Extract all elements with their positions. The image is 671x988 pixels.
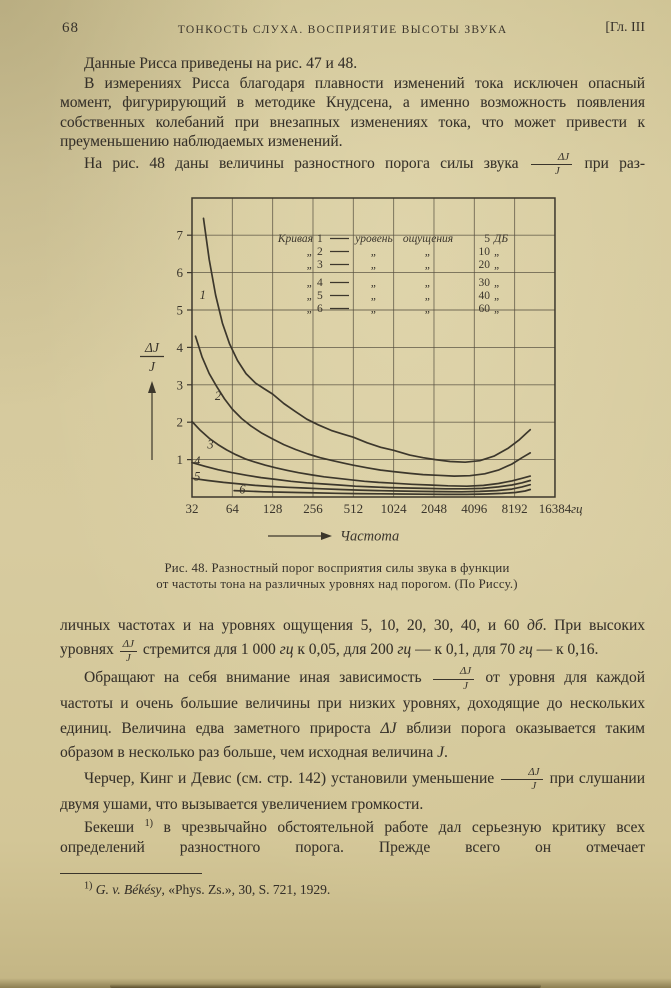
paragraphs-bottom [60, 614, 645, 858]
chapter-reference: [Гл. III [605, 20, 645, 35]
x-tick-label: 32 [185, 500, 199, 516]
figure-48 [60, 190, 645, 592]
figure-caption [97, 560, 577, 592]
y-label-denominator: J [149, 358, 155, 374]
legend-curve-number: 6 [317, 302, 323, 315]
legend-level-word2: „ [424, 258, 432, 271]
legend-level-word2: „ [424, 302, 432, 315]
y-tick-label: 6 [176, 264, 183, 280]
chart-legend [277, 233, 508, 315]
legend-curve-word: „ [306, 258, 313, 271]
legend-curve-word: Кривая [277, 232, 313, 245]
y-tick-label: 7 [176, 227, 183, 243]
inline-fraction: $\frac{\Delta J}{J}$ [120, 639, 137, 665]
footnote-text: $^{1)}$ G. v. Békésy, «Phys. Zs.», 30, S. 721, 1929. [84, 880, 331, 898]
legend-curve-number: 2 [317, 245, 323, 258]
curve-10db [196, 336, 531, 476]
legend-level-word2: ощущения [402, 232, 454, 245]
legend-curve-word: „ [306, 289, 313, 302]
legend-curve-word: „ [306, 245, 313, 258]
paragraph: Бекеши $^{1)}$ в чрезвычайно обстоятельной работе дал серьезную критику всех определений разностного порога. Прежде всего он отмечает [60, 818, 645, 856]
legend-level-word2: „ [424, 245, 432, 258]
curve-number-label: 6 [239, 482, 246, 497]
footnote-rule [60, 873, 202, 874]
x-tick-label: 128 [262, 500, 283, 516]
y-label-numerator: ΔJ [145, 339, 159, 355]
paragraph: Черчер, Кинг и Девис (см. стр. 142) установили уменьшение $\frac{\Delta J}{J}$ при слушании двумя ушами, что вызывается увеличением громкости. [60, 765, 645, 813]
legend-level-unit: „ [494, 258, 501, 271]
paragraph: личных частотах и на уровнях ощущения 5, 10, 20, 30, 40, и 60 дб. При высоких уровнях $\frac{\Delta J}{J}$ стремится для 1 000 гц к 0,05, для 200 гц — к 0,1, для 70 гц — к 0,16. [60, 616, 645, 665]
legend-level-word: „ [370, 258, 378, 271]
y-tick-label: 5 [176, 302, 183, 318]
running-title: ТОНКОСТЬ СЛУХА. ВОСПРИЯТИЕ ВЫСОТЫ ЗВУКА [177, 24, 508, 36]
x-axis-label [268, 528, 399, 544]
page-bottom-shadow [110, 984, 541, 988]
legend-curve-number: 3 [317, 258, 323, 271]
x-tick-label: 16384 [538, 500, 572, 516]
legend-level-value: 5 [484, 232, 490, 245]
x-tick-label: 256 [303, 500, 323, 516]
legend-level-unit: „ [494, 289, 501, 302]
legend-curve-number: 4 [317, 276, 323, 289]
legend-level-value: 40 [478, 289, 490, 302]
curve-number-label: 4 [194, 453, 201, 468]
y-tick-label: 1 [176, 451, 183, 467]
y-tick-label: 4 [176, 339, 183, 355]
legend-curve-word: „ [306, 276, 313, 289]
x-tick-label: 2048 [420, 500, 447, 516]
curve-number-label: 5 [194, 469, 201, 484]
legend-level-unit: „ [494, 302, 501, 315]
legend-level-value: 30 [478, 276, 490, 289]
paragraph: В измерениях Рисса благодаря плавности изменений тока исключен опасный момент, фигурирующий в методике Кнудсена, а именно возможность появления собственных колебаний при внезапных изменениях тока, что может привести к преуменьшению наблюдаемых изменений. [60, 74, 645, 150]
y-tick-label: 2 [176, 414, 183, 430]
paragraph: Данные Рисса приведены на рис. 47 и 48. [84, 55, 358, 72]
inline-fraction: $\frac{\Delta J}{J}$ [501, 767, 542, 793]
chart-axes [177, 228, 584, 516]
legend-curve-number: 5 [317, 289, 323, 302]
legend-level-word2: „ [424, 276, 432, 289]
paragraph: На рис. 48 даны величины разностного порога силы звука $\frac{\Delta J}{J}$ при раз- [84, 150, 645, 178]
legend-level-value: 20 [478, 258, 490, 271]
legend-curve-number: 1 [317, 232, 323, 245]
curve-number-label: 3 [207, 437, 214, 452]
inline-fraction: $\frac{\Delta J}{J}$ [531, 152, 572, 178]
paragraphs-top [60, 54, 645, 178]
riesz-chart [130, 190, 590, 550]
legend-level-word: „ [370, 289, 378, 302]
legend-level-word: „ [370, 302, 378, 315]
x-tick-label: 512 [343, 500, 364, 516]
x-tick-label: 8192 [501, 500, 528, 516]
paragraph: Обращают на себя внимание иная зависимость $\frac{\Delta J}{J}$ от уровня для каждой частоты и очень большие величины при низких уровнях, доходящие до нескольких единиц. Величина едва заметного прироста ΔJ вблизи порога оказывается таким образом в несколько раз больше, чем исходная величина J. [60, 664, 645, 762]
inline-fraction: $\frac{\Delta J}{J}$ [433, 666, 474, 692]
x-tick-label: 4096 [461, 500, 488, 516]
page-number: 68 [62, 20, 79, 36]
legend-curve-word: „ [306, 302, 313, 315]
legend-level-value: 10 [478, 245, 490, 258]
legend-level-word: „ [370, 245, 378, 258]
caption-line-1: Рис. 48. Разностный порог восприятия силы звука в функции [164, 560, 510, 575]
x-tick-label: 1024 [380, 500, 407, 516]
x-tick-label: 64 [225, 500, 239, 516]
y-tick-label: 3 [176, 377, 183, 393]
legend-level-unit: „ [494, 276, 501, 289]
legend-level-word2: „ [424, 289, 432, 302]
y-axis-label [140, 340, 164, 460]
legend-level-unit: ДБ [494, 232, 509, 245]
curve-number-label: 2 [214, 388, 222, 403]
legend-level-unit: „ [494, 245, 501, 258]
curve-20db [192, 421, 530, 486]
page-header [60, 18, 645, 40]
legend-level-word: уровень [355, 232, 393, 245]
page-content [60, 18, 645, 898]
caption-line-2: от частоты тона на различных уровнях над порогом. (По Риссу.) [156, 576, 518, 591]
footnote [60, 873, 645, 898]
x-axis-title: Частота [340, 528, 400, 545]
legend-level-word: „ [370, 276, 378, 289]
curve-number-label: 1 [199, 287, 206, 302]
x-axis-unit: гц [570, 500, 583, 516]
legend-level-value: 60 [478, 302, 490, 315]
chart-container [130, 190, 590, 550]
